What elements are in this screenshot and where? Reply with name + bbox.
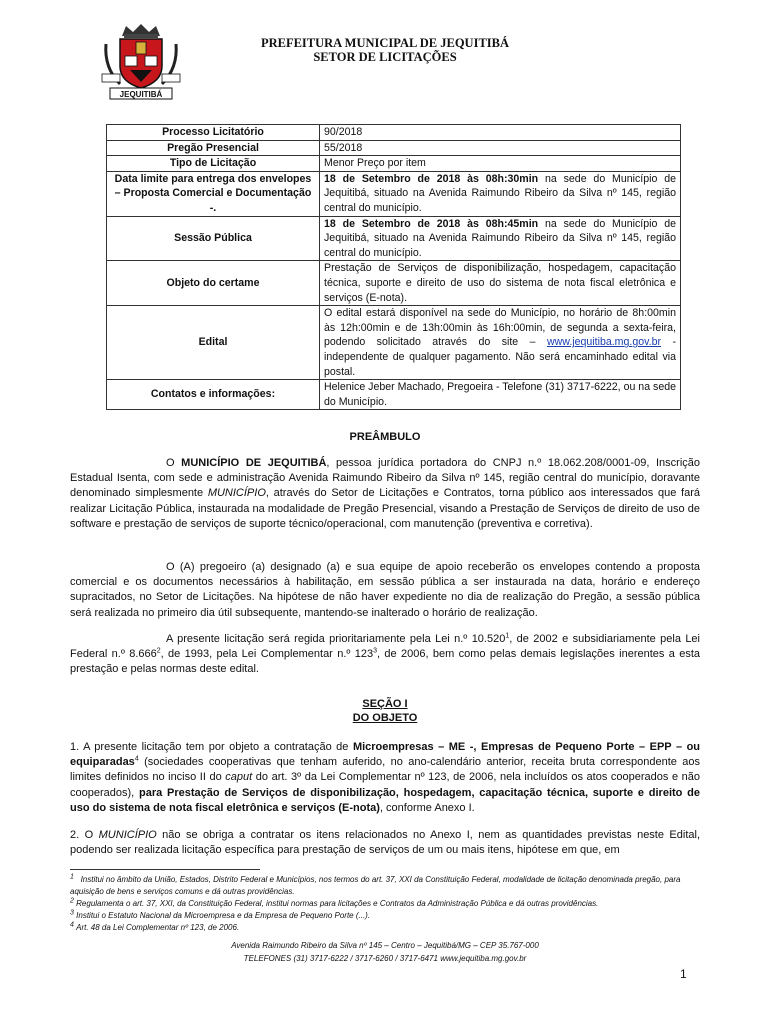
footnote-ref-2: 2 [156, 647, 161, 655]
table-row [107, 171, 681, 216]
secao-heading: SEÇÃO I [362, 698, 408, 710]
table-row [107, 261, 681, 306]
preambulo-paragraph-1: O MUNICÍPIO DE JEQUITIBÁ, pessoa jurídica portadora do CNPJ n.º 18.062.208/0001-09, Inscrição Estadual Isenta, com sede e administração Avenida Raimundo Ribeiro da Silva nº 145, região central do município, doravante denominado simplesmente MUNICÍPIO, através do Setor de Licitações e Contratos, torna público aos interessados que fará realizar Licitação Pública, instaurada na modalidade de Pregão Presencial, visando a Prestação de Serviços de direito de uso de software e prestação de serviços de suporte técnico/operacional, com manutenção (preventiva e corretiva). [70, 457, 700, 530]
label-edital: Edital [107, 306, 320, 380]
header-title: PREFEITURA MUNICIPAL DE JEQUITIBÁ [260, 36, 510, 50]
footer-address: Avenida Raimundo Ribeiro da Silva nº 145 – Centro – Jequitibá/MG – CEP 35.767-000 [231, 941, 539, 950]
label-objeto: Objeto do certame [107, 261, 320, 306]
value-objeto: Prestação de Serviços de disponibilização, hospedagem, capacitação técnica, suporte e direito de uso do sistema de nota fiscal eletrônica e serviços (E-nota). [320, 261, 681, 306]
value-sessao [320, 216, 681, 261]
crest-banner-text: JEQUITIBÁ [119, 90, 163, 99]
value-processo: 90/2018 [320, 125, 681, 141]
municipal-crest-icon [100, 22, 182, 102]
label-data-limite: Data limite para entrega dos envelopes – Proposta Comercial e Documentação -. [107, 171, 320, 216]
data-limite-date: 18 de Setembro de 2018 às 08h:30min [324, 172, 539, 185]
label-tipo: Tipo de Licitação [107, 156, 320, 172]
preambulo-paragraph-2: O (A) pregoeiro (a) designado (a) e sua equipe de apoio receberão os envelopes contendo a proposta comercial e os documentos necessários à habilitação, em sessão pública a ser instaurada na data, horário e endereço supracitados, no Setor de Licitações. Na hipótese de não haver expediente no dia de realização do Pregão, a sessão pública será realizada no primeiro dia útil subsequente, mantendo-se inalterado o horário de realização. [70, 561, 700, 619]
data-limite-place: na sede do Município de Jequitibá, situado na Avenida Raimundo Ribeiro da Silva nº 145, região central do município. [324, 172, 677, 214]
value-edital [320, 306, 681, 380]
secao-paragraph-1: 1. A presente licitação tem por objeto a contratação de Microempresas – ME -, Empresas de Pequeno Porte – EPP – ou equiparadas$^4$ (sociedades cooperativas que tenham auferido, no ano-calendário anterior, receita bruta correspondente aos limites definidos no inciso II do caput do art. 3º da Lei Complementar nº 123, de 2006, nela incluídos os atos cooperados e não cooperados), para Prestação de Serviços de disponibilização, hospedagem, capacitação técnica, suporte e direito de uso do sistema de nota fiscal eletrônica e serviços (E-nota), conforme Anexo I. [70, 741, 701, 814]
label-processo: Processo Licitatório [107, 125, 320, 141]
edital-text-pre: O edital estará disponível na sede do Município, no horário de 8h:00min às 12h:00min e de 13h:00min às 16h:00min, de segunda a sexta-feira, podendo solicitado através do site – [324, 307, 676, 349]
table-row [107, 216, 681, 261]
value-contatos: Helenice Jeber Machado, Pregoeira - Telefone (31) 3717-6222, ou na sede do Município. [320, 380, 681, 410]
secao-subheading: DO OBJETO [352, 712, 418, 724]
footnote-ref-4: 4 [134, 755, 139, 763]
footnote-ref-1: 1 [505, 632, 510, 640]
licitacao-info-table [106, 124, 681, 410]
preambulo-paragraph-3: A presente licitação será regida prioritariamente pela Lei n.º 10.520$^1$, de 2002 e subsidiariamente pela Lei Federal n.º 8.666$^2$, de 1993, pela Lei Complementar n.º $123^3$, de 2006, bem como pelas demais legislações inerentes a esta prestação e pelas normas deste edital. [70, 632, 701, 676]
preambulo-heading: PREÂMBULO [349, 431, 421, 443]
footer-phones: TELEFONES (31) 3717-6222 / 3717-6260 / 3717-6471 www.jequitiba.mg.gov.br [243, 954, 527, 963]
footnote-2: $^2$ Regulamenta o art. 37, XXI, da Constituição Federal, institui normas para licitações e Contratos da Administração Pública e dá outras providências. [70, 897, 599, 908]
table-row [107, 306, 681, 380]
secao-paragraph-2: 2. O MUNICÍPIO não se obriga a contratar os itens relacionados no Anexo I, nem as quantidades previstas neste Edital, podendo ser realizada licitação específica para prestação de serviços de um ou mais itens, hipótese em que, em [70, 829, 701, 857]
value-pregao: 55/2018 [320, 140, 681, 156]
sessao-date: 18 de Setembro de 2018 às 08h:45min [324, 217, 539, 230]
footnote-divider [70, 869, 260, 870]
table-row [107, 380, 681, 410]
footnote-1: $^1$ Institui no âmbito da União, Estados, Distrito Federal e Municípios, nos termos do art. 37, XXI da Constituição Federal, modalidade de licitação denominada pregão, para aquisição de bens e serviços comuns e dá outras providências. [70, 873, 681, 896]
website-link[interactable]: www.jequitiba.mg.gov.br [546, 336, 662, 349]
table-row [107, 156, 681, 172]
edital-text-post: - independente de qualquer pagamento. Não será encaminhado edital via postal. [324, 336, 676, 378]
sessao-place: na sede do Município de Jequitibá, situado na Avenida Raimundo Ribeiro da Silva nº 145, região central do município. [324, 217, 677, 259]
page-number: 1 [680, 967, 687, 981]
table-row [107, 140, 681, 156]
label-pregao: Pregão Presencial [107, 140, 320, 156]
table-row [107, 125, 681, 141]
label-contatos: Contatos e informações: [107, 380, 320, 410]
value-data-limite [320, 171, 681, 216]
label-sessao: Sessão Pública [107, 216, 320, 261]
footnote-ref-3: 3 [373, 647, 378, 655]
footnote-4: $^4$ Art. 48 da Lei Complementar nº 123, de 2006. [70, 921, 240, 932]
footnote-3: $^3$ Institui o Estatuto Nacional da Microempresa e da Empresa de Pequeno Porte (...). [70, 909, 371, 920]
header-subtitle: SETOR DE LICITAÇÕES [313, 50, 457, 64]
value-tipo: Menor Preço por item [320, 156, 681, 172]
